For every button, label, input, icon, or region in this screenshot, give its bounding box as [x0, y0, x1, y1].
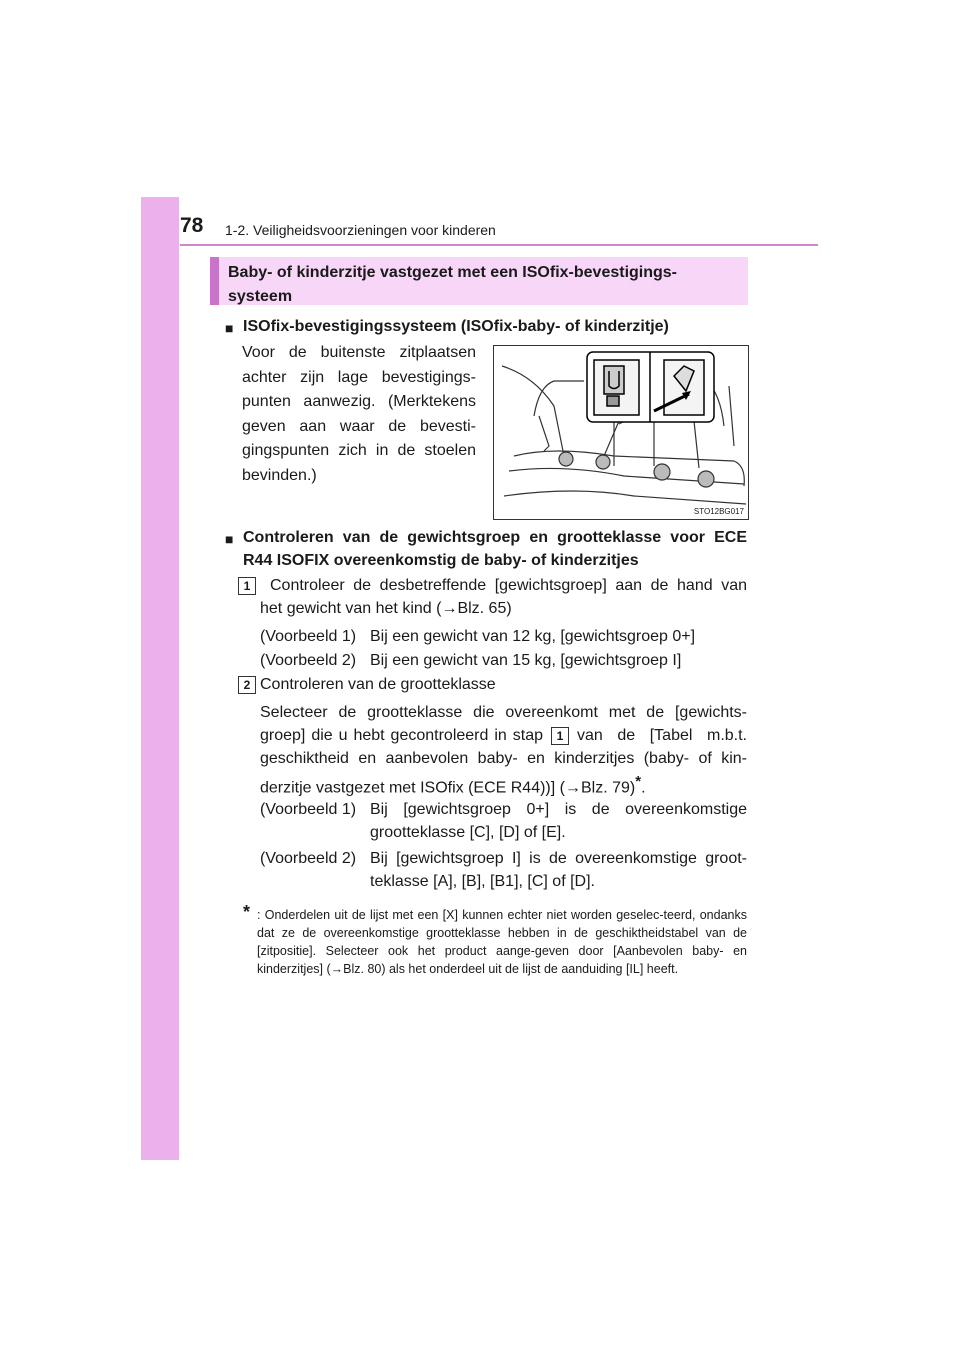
page-number: 78	[180, 214, 204, 237]
step2-line2-a: groep] die u hebt gecontroleerd in stap	[260, 727, 543, 744]
block1-heading: ISOfix-bevestigingssysteem (ISOfix-baby- of kinderzitje)	[243, 318, 669, 335]
square-bullet-icon: ■	[225, 320, 234, 336]
figure-code: STO12BG017	[693, 507, 744, 516]
step2-line4	[260, 769, 646, 800]
step2-example2-label: (Voorbeeld 2)	[260, 850, 357, 867]
section-title-box	[210, 257, 748, 305]
footnote-text: : Onderdelen uit de lijst met een [X] kunnen echter niet worden geselec-teerd, ondanks dat ze de overeenkomstige grootteklasse hebben in de geschiktheidstabel van de [zitpositie]. Selecteer ook het product aange-geven door [Aanbevolen baby- en kinderzitjes] (→Blz. 80) als het onderdeel uit de lijst de aanduiding [IL] heeft.	[257, 908, 747, 976]
footnote-star: *	[635, 773, 642, 790]
step-number-badge: 1	[238, 577, 256, 595]
square-bullet-icon: ■	[225, 531, 234, 547]
step2-example2-line1: Bij [gewichtsgroep I] is de overeenkomstige groot-	[370, 850, 747, 867]
block1-line: geven aan waar de bevesti-	[242, 417, 476, 435]
block1-line: gingspunten zich in de stoelen	[242, 442, 476, 459]
block1-line: punten aanwezig. (Merktekens	[242, 393, 476, 410]
step-reference-badge: 1	[551, 727, 569, 745]
chapter-sidebar	[141, 197, 179, 1160]
step-number-badge: 2	[238, 676, 256, 694]
step2-line2-b: van de [Tabel m.b.t.	[577, 727, 747, 744]
block1-line: Voor de buitenste zitplaatsen	[242, 344, 476, 361]
step2-example1-label: (Voorbeeld 1)	[260, 801, 357, 818]
step1-example2-text: Bij een gewicht van 15 kg, [gewichtsgroep I]	[370, 652, 682, 669]
step1-example1-text: Bij een gewicht van 12 kg, [gewichtsgroep 0+]	[370, 628, 696, 645]
block1-line: achter zijn lage bevestigings-	[242, 368, 476, 386]
footnote-star: *	[243, 902, 251, 922]
step1-example2-label: (Voorbeeld 2)	[260, 652, 357, 669]
step2-example2-line2: teklasse [A], [B], [B1], [C] of [D].	[370, 873, 595, 890]
step2-line1: Selecteer de grootteklasse die overeenkomt met de [gewichts-	[260, 704, 747, 721]
footnote	[243, 902, 747, 978]
step2-example1-line1: Bij [gewichtsgroep 0+] is de overeenkomstige	[370, 801, 747, 818]
block2-heading-line2: R44 ISOFIX overeenkomstig de baby- of kinderzitjes	[243, 552, 639, 569]
step1-example1-label: (Voorbeeld 1)	[260, 628, 357, 645]
step2-line2	[260, 723, 747, 748]
isofix-illustration	[493, 345, 749, 520]
block2-heading-line1: Controleren van de gewichtsgroep en grootteklasse voor ECE	[243, 529, 747, 546]
step1-line1: Controleer de desbetreffende [gewichtsgroep] aan de hand van	[270, 577, 747, 594]
step2-example1-line2: grootteklasse [C], [D] of [E].	[370, 824, 566, 841]
block1-line: bevinden.)	[242, 466, 317, 484]
rear-seat-drawing	[494, 346, 748, 519]
step2-line3: geschiktheid en aanbevolen baby- en kinderzitjes (baby- of kin-	[260, 750, 747, 767]
running-header: 1-2. Veiligheidsvoorzieningen voor kinderen	[225, 222, 496, 238]
section-title-cont: systeem	[228, 288, 293, 305]
step2-line4-text: derzitje vastgezet met ISOfix (ECE R44))] (→Blz. 79)	[260, 779, 636, 797]
block1-paragraph	[242, 341, 476, 488]
step2-line4-end: .	[641, 779, 646, 797]
step1-line2: het gewicht van het kind (→Blz. 65)	[260, 600, 512, 617]
section-title: Baby- of kinderzitje vastgezet met een ISOfix-bevestigings-	[228, 264, 677, 281]
header-rule	[180, 244, 818, 246]
step2-title: Controleren van de grootteklasse	[260, 676, 496, 693]
